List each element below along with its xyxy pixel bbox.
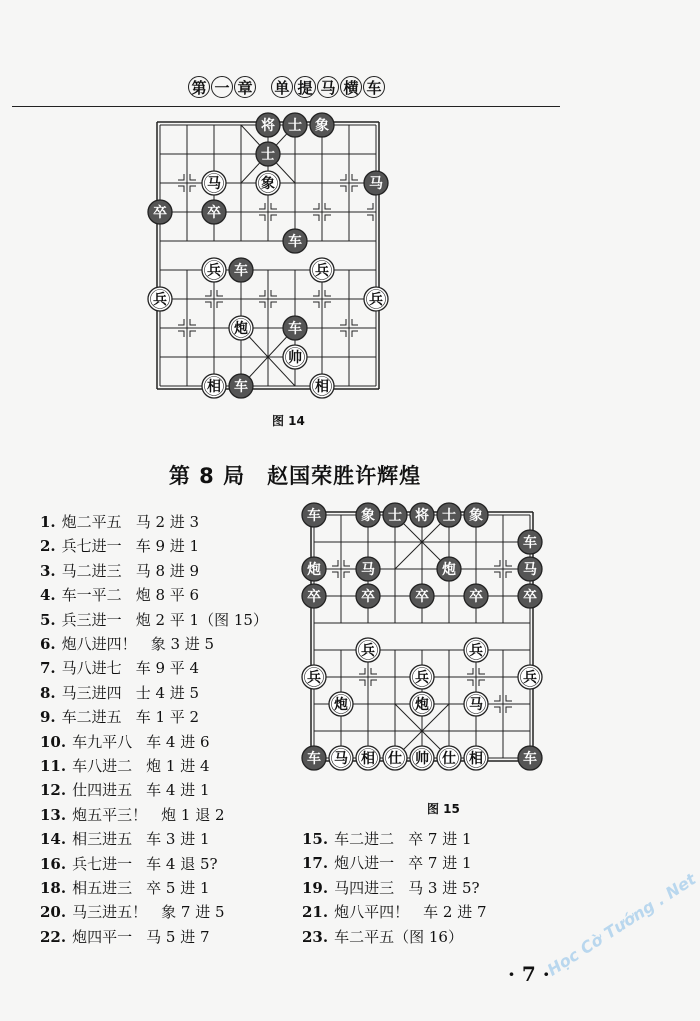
move-row bbox=[40, 902, 225, 922]
page-number: · 7 · bbox=[508, 962, 550, 986]
chess-piece bbox=[437, 746, 461, 770]
position-mark bbox=[340, 174, 346, 180]
chapter-title-char: 横 bbox=[340, 76, 362, 98]
position-mark bbox=[205, 302, 211, 308]
position-mark bbox=[313, 290, 319, 296]
chess-piece bbox=[356, 557, 380, 581]
move-number: 13. bbox=[40, 805, 67, 824]
piece-label: 象 bbox=[315, 118, 329, 134]
piece-label: 兵 bbox=[207, 263, 221, 279]
black-move: 马 8 进 9 bbox=[135, 561, 200, 580]
move-number: 17. bbox=[302, 854, 329, 873]
black-move: 车 9 平 4 bbox=[135, 659, 200, 678]
piece-label: 卒 bbox=[415, 589, 429, 605]
chess-piece bbox=[283, 113, 307, 137]
chess-piece bbox=[364, 171, 388, 195]
position-mark bbox=[340, 319, 346, 325]
chapter-title-char: 车 bbox=[363, 76, 385, 98]
chess-piece bbox=[256, 142, 280, 166]
chess-piece bbox=[383, 503, 407, 527]
chess-piece bbox=[202, 258, 226, 282]
position-mark bbox=[494, 560, 500, 566]
piece-label: 马 bbox=[207, 176, 221, 192]
move-row bbox=[40, 878, 210, 898]
black-move: 车 4 进 1 bbox=[146, 781, 210, 800]
piece-label: 炮 bbox=[234, 321, 248, 337]
chess-piece bbox=[148, 200, 172, 224]
piece-label: 马 bbox=[334, 751, 348, 767]
black-move: 炮 1 进 4 bbox=[146, 757, 210, 775]
position-mark bbox=[359, 668, 365, 674]
chess-piece bbox=[437, 557, 461, 581]
black-move: 炮 2 平 1（图 15） bbox=[135, 610, 268, 629]
move-number: 7. bbox=[40, 659, 56, 678]
move-row bbox=[40, 756, 210, 776]
position-mark bbox=[313, 215, 319, 221]
position-mark bbox=[271, 302, 277, 308]
black-move: 象 3 进 5 bbox=[150, 635, 215, 653]
figure-14-caption: 图 14 bbox=[272, 414, 305, 428]
move-number: 15. bbox=[302, 830, 329, 848]
move-row bbox=[40, 683, 199, 703]
black-move: 车 4 退 5? bbox=[146, 854, 218, 873]
move-number: 22. bbox=[40, 927, 67, 946]
piece-label: 卒 bbox=[361, 589, 375, 605]
chess-piece bbox=[518, 557, 542, 581]
move-row bbox=[302, 829, 472, 849]
chess-piece bbox=[283, 345, 307, 369]
piece-label: 卒 bbox=[469, 589, 483, 605]
chess-piece bbox=[302, 746, 326, 770]
red-move: 相五进三 bbox=[72, 879, 133, 897]
red-move: 车九平八 bbox=[72, 732, 133, 751]
position-mark bbox=[479, 668, 485, 674]
xiangqi-board-figure-14 bbox=[144, 109, 392, 402]
position-mark bbox=[494, 707, 500, 713]
move-row bbox=[40, 927, 210, 947]
position-mark bbox=[367, 203, 373, 209]
chess-piece bbox=[302, 503, 326, 527]
move-row bbox=[40, 805, 225, 825]
move-row bbox=[40, 829, 210, 849]
move-number: 16. bbox=[40, 854, 67, 873]
move-row bbox=[40, 561, 199, 581]
move-number: 12. bbox=[40, 781, 67, 800]
position-mark bbox=[259, 290, 265, 296]
piece-label: 将 bbox=[415, 508, 429, 524]
position-mark bbox=[506, 707, 512, 713]
chapter-title-char: 单 bbox=[271, 76, 293, 98]
position-mark bbox=[352, 174, 358, 180]
chess-piece bbox=[202, 374, 226, 398]
position-mark bbox=[178, 174, 184, 180]
piece-label: 士 bbox=[288, 118, 302, 134]
chess-piece bbox=[410, 692, 434, 716]
piece-label: 车 bbox=[307, 751, 321, 767]
move-row bbox=[40, 658, 199, 678]
position-mark bbox=[325, 290, 331, 296]
move-row bbox=[40, 780, 210, 800]
chess-piece bbox=[437, 503, 461, 527]
chess-piece bbox=[518, 530, 542, 554]
chapter-title-char: 马 bbox=[317, 76, 339, 98]
position-mark bbox=[359, 680, 365, 686]
chess-piece bbox=[229, 374, 253, 398]
black-move: 车 9 进 1 bbox=[135, 537, 200, 556]
position-mark bbox=[352, 186, 358, 192]
piece-label: 卒 bbox=[207, 205, 221, 221]
chess-piece bbox=[410, 503, 434, 527]
piece-label: 帅 bbox=[415, 751, 429, 767]
chess-piece bbox=[302, 584, 326, 608]
move-number: 11. bbox=[40, 757, 67, 775]
position-mark bbox=[344, 560, 350, 566]
move-row bbox=[40, 707, 199, 727]
piece-label: 车 bbox=[234, 263, 248, 279]
move-row bbox=[40, 585, 199, 605]
red-move: 车八进二 bbox=[72, 757, 133, 775]
board-svg bbox=[144, 109, 392, 402]
black-move: 车 3 进 1 bbox=[146, 830, 210, 849]
piece-label: 马 bbox=[361, 562, 375, 578]
chess-piece bbox=[464, 584, 488, 608]
chapter-header bbox=[0, 70, 700, 110]
position-mark bbox=[494, 572, 500, 578]
red-move: 马三进四 bbox=[61, 683, 122, 702]
watermark: Học Cờ Tướng . Net bbox=[543, 869, 700, 980]
chess-piece bbox=[202, 171, 226, 195]
position-mark bbox=[259, 203, 265, 209]
position-mark bbox=[271, 215, 277, 221]
piece-label: 象 bbox=[261, 176, 275, 192]
chess-piece bbox=[410, 746, 434, 770]
position-mark bbox=[494, 695, 500, 701]
position-mark bbox=[371, 680, 377, 686]
move-row bbox=[302, 853, 472, 873]
chess-piece bbox=[329, 692, 353, 716]
chess-piece bbox=[202, 200, 226, 224]
chess-piece bbox=[256, 113, 280, 137]
piece-label: 象 bbox=[361, 508, 375, 524]
piece-label: 炮 bbox=[415, 697, 429, 713]
position-mark bbox=[340, 186, 346, 192]
position-mark bbox=[506, 572, 512, 578]
piece-label: 炮 bbox=[307, 562, 321, 578]
move-number: 5. bbox=[40, 610, 56, 629]
piece-label: 卒 bbox=[153, 205, 167, 221]
move-row bbox=[302, 878, 480, 898]
position-mark bbox=[367, 215, 373, 221]
piece-label: 马 bbox=[469, 697, 483, 713]
red-move: 炮八进一 bbox=[334, 854, 395, 873]
red-move: 车二进五 bbox=[61, 708, 122, 727]
chess-piece bbox=[283, 316, 307, 340]
chess-piece bbox=[283, 229, 307, 253]
red-move: 车一平二 bbox=[61, 586, 122, 605]
chapter-title-char: 提 bbox=[294, 76, 316, 98]
piece-label: 车 bbox=[288, 234, 302, 250]
chess-piece bbox=[148, 287, 172, 311]
piece-label: 兵 bbox=[415, 670, 429, 686]
piece-label: 兵 bbox=[315, 263, 329, 279]
position-mark bbox=[506, 695, 512, 701]
black-move: 车 1 平 2 bbox=[135, 708, 200, 727]
xiangqi-board-figure-15 bbox=[298, 499, 546, 774]
position-mark bbox=[271, 290, 277, 296]
black-move: 马 2 进 3 bbox=[135, 513, 200, 531]
piece-label: 卒 bbox=[307, 589, 321, 605]
position-mark bbox=[190, 331, 196, 337]
red-move: 马二进三 bbox=[61, 561, 122, 580]
move-row bbox=[40, 854, 218, 874]
position-mark bbox=[479, 680, 485, 686]
move-number: 3. bbox=[40, 561, 56, 580]
chess-piece bbox=[310, 113, 334, 137]
position-mark bbox=[190, 319, 196, 325]
red-move: 炮八进四！ bbox=[61, 635, 137, 653]
piece-label: 兵 bbox=[523, 670, 537, 686]
position-mark bbox=[190, 186, 196, 192]
chess-piece bbox=[464, 638, 488, 662]
move-number: 8. bbox=[40, 683, 56, 702]
black-move: 士 4 进 5 bbox=[135, 683, 200, 702]
red-move: 马八进七 bbox=[61, 659, 122, 678]
black-move: 马 5 进 7 bbox=[146, 927, 210, 946]
move-number: 18. bbox=[40, 879, 67, 897]
piece-label: 炮 bbox=[442, 562, 456, 578]
chess-piece bbox=[229, 316, 253, 340]
chess-piece bbox=[518, 665, 542, 689]
piece-label: 车 bbox=[307, 508, 321, 524]
piece-label: 士 bbox=[442, 508, 456, 524]
piece-label: 兵 bbox=[153, 292, 167, 308]
position-mark bbox=[467, 680, 473, 686]
chess-piece bbox=[364, 287, 388, 311]
piece-label: 卒 bbox=[523, 589, 537, 605]
position-mark bbox=[325, 302, 331, 308]
position-mark bbox=[217, 302, 223, 308]
piece-label: 兵 bbox=[369, 292, 383, 308]
red-move: 马三进五！ bbox=[72, 903, 148, 922]
game-title: 第 8 局 赵国荣胜许辉煌 bbox=[168, 464, 422, 488]
red-move: 炮八平四！ bbox=[334, 903, 410, 922]
position-mark bbox=[506, 560, 512, 566]
move-number: 19. bbox=[302, 878, 329, 897]
move-row bbox=[40, 610, 268, 630]
black-move: 炮 1 退 2 bbox=[161, 805, 225, 824]
red-move: 仕四进五 bbox=[72, 781, 133, 800]
chess-piece bbox=[229, 258, 253, 282]
red-move: 炮四平一 bbox=[72, 927, 133, 946]
move-row bbox=[40, 512, 199, 532]
chess-piece bbox=[310, 374, 334, 398]
red-move: 兵七进一 bbox=[61, 537, 122, 556]
piece-label: 相 bbox=[315, 379, 329, 395]
position-mark bbox=[259, 302, 265, 308]
board-grid bbox=[302, 503, 542, 770]
move-number: 6. bbox=[40, 635, 56, 653]
position-mark bbox=[217, 290, 223, 296]
chess-piece bbox=[464, 503, 488, 527]
board-svg bbox=[298, 499, 546, 774]
figure-15-caption: 图 15 bbox=[427, 802, 460, 816]
chess-piece bbox=[329, 746, 353, 770]
piece-label: 车 bbox=[523, 535, 537, 551]
chapter-char: 一 bbox=[211, 76, 233, 98]
black-move: 马 3 进 5? bbox=[408, 878, 480, 897]
chess-piece bbox=[464, 692, 488, 716]
chess-piece bbox=[464, 746, 488, 770]
black-move: 炮 8 平 6 bbox=[135, 586, 200, 605]
piece-label: 仕 bbox=[442, 751, 456, 767]
piece-label: 兵 bbox=[469, 643, 483, 659]
piece-label: 炮 bbox=[334, 697, 348, 713]
chess-piece bbox=[302, 665, 326, 689]
piece-label: 相 bbox=[207, 379, 221, 395]
move-number: 21. bbox=[302, 903, 329, 922]
move-row bbox=[302, 902, 487, 922]
piece-label: 兵 bbox=[361, 643, 375, 659]
position-mark bbox=[271, 203, 277, 209]
chapter-char: 章 bbox=[234, 76, 256, 98]
black-move: 卒 5 进 1 bbox=[146, 879, 210, 897]
piece-label: 车 bbox=[234, 379, 248, 395]
red-move: 兵三进一 bbox=[61, 610, 122, 629]
chess-piece bbox=[310, 258, 334, 282]
piece-label: 士 bbox=[388, 508, 402, 524]
move-row bbox=[40, 732, 210, 752]
piece-label: 象 bbox=[469, 508, 483, 524]
piece-label: 相 bbox=[361, 751, 375, 767]
chess-piece bbox=[383, 746, 407, 770]
position-mark bbox=[178, 186, 184, 192]
move-number: 4. bbox=[40, 586, 56, 605]
chess-piece bbox=[302, 557, 326, 581]
move-row bbox=[302, 927, 463, 947]
piece-label: 相 bbox=[469, 751, 483, 767]
position-mark bbox=[325, 215, 331, 221]
piece-label: 帅 bbox=[288, 350, 302, 366]
position-mark bbox=[332, 560, 338, 566]
red-move: 马四进三 bbox=[334, 878, 395, 897]
move-number: 23. bbox=[302, 927, 329, 946]
piece-label: 车 bbox=[288, 321, 302, 337]
piece-label: 将 bbox=[261, 118, 275, 134]
position-mark bbox=[190, 174, 196, 180]
position-mark bbox=[178, 319, 184, 325]
move-number: 9. bbox=[40, 708, 56, 727]
chess-piece bbox=[356, 584, 380, 608]
chess-piece bbox=[518, 746, 542, 770]
position-mark bbox=[332, 572, 338, 578]
red-move: 相三进五 bbox=[72, 830, 133, 849]
move-number: 10. bbox=[40, 732, 67, 751]
chapter-char: 第 bbox=[188, 76, 210, 98]
black-move: 卒 7 进 1 bbox=[408, 854, 472, 873]
chess-piece bbox=[518, 584, 542, 608]
position-mark bbox=[178, 331, 184, 337]
position-mark bbox=[259, 215, 265, 221]
chapter-number bbox=[188, 76, 256, 98]
black-move: 卒 7 进 1 bbox=[408, 830, 472, 848]
chess-piece bbox=[410, 584, 434, 608]
chess-piece bbox=[356, 638, 380, 662]
piece-label: 兵 bbox=[307, 670, 321, 686]
position-mark bbox=[313, 302, 319, 308]
position-mark bbox=[371, 668, 377, 674]
position-mark bbox=[467, 668, 473, 674]
chess-piece bbox=[410, 665, 434, 689]
red-move: 兵七进一 bbox=[72, 854, 133, 873]
position-mark bbox=[352, 331, 358, 337]
move-row bbox=[40, 536, 199, 556]
position-mark bbox=[344, 572, 350, 578]
chess-piece bbox=[256, 171, 280, 195]
black-move: 象 7 进 5 bbox=[161, 903, 225, 922]
move-number: 20. bbox=[40, 903, 67, 922]
piece-label: 马 bbox=[369, 176, 383, 192]
move-number: 2. bbox=[40, 537, 56, 556]
red-move: 车二进二 bbox=[334, 830, 395, 848]
black-move: 车 4 进 6 bbox=[146, 732, 210, 751]
piece-label: 士 bbox=[261, 147, 275, 163]
chapter-title bbox=[271, 76, 385, 98]
chess-piece bbox=[356, 746, 380, 770]
red-move: 炮五平三！ bbox=[72, 805, 148, 824]
piece-label: 车 bbox=[523, 751, 537, 767]
chess-piece bbox=[356, 503, 380, 527]
position-mark bbox=[352, 319, 358, 325]
move-number: 14. bbox=[40, 830, 67, 849]
black-move: 车 2 进 7 bbox=[423, 903, 487, 922]
position-mark bbox=[340, 331, 346, 337]
move-row bbox=[40, 634, 214, 654]
header-rule bbox=[12, 106, 560, 107]
piece-label: 仕 bbox=[388, 751, 402, 767]
position-mark bbox=[205, 290, 211, 296]
position-mark bbox=[313, 203, 319, 209]
red-move: 车二平五（图 16） bbox=[334, 927, 463, 946]
position-mark bbox=[325, 203, 331, 209]
board-grid bbox=[148, 113, 388, 398]
piece-label: 马 bbox=[523, 562, 537, 578]
move-number: 1. bbox=[40, 513, 56, 531]
red-move: 炮二平五 bbox=[61, 513, 122, 531]
